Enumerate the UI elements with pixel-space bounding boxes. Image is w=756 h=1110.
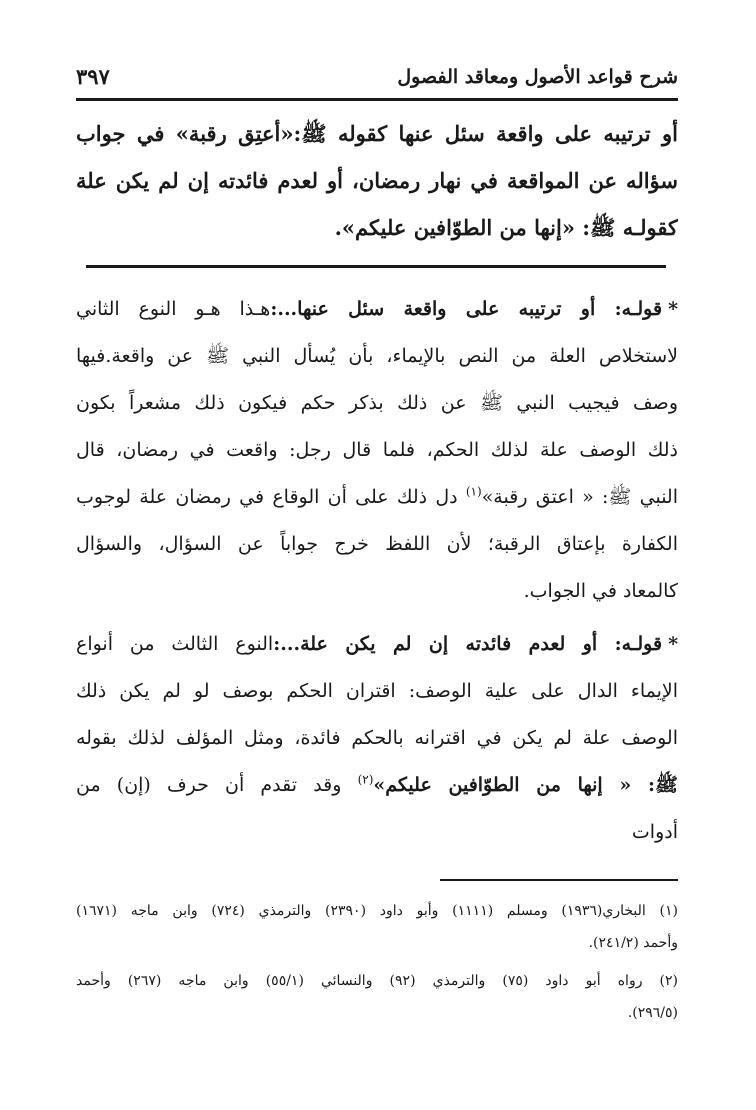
commentary-line: الكفارة بإعتاق الرقبة؛ لأن اللفظ خرج جواباً عن السؤال، والسؤال <box>76 533 678 555</box>
asterisk-marker: * <box>668 298 678 320</box>
book-title: شرح قواعد الأصول ومعاقد الفصول <box>397 66 678 88</box>
footnote-rule <box>440 879 678 881</box>
commentary-text: وقد تقدم أن حرف (إن) من <box>76 774 358 796</box>
quoted-lemma: قولـه: أو ترتيبه على واقعة سئل عنها...: <box>270 298 663 320</box>
matn-line: سؤاله عن المواقعة في نهار رمضان، أو لعدم فائدته إن لم يكن علة <box>76 168 678 193</box>
footnote-2-cont: (٢٩٦/٥). <box>627 1005 678 1021</box>
running-header <box>76 58 678 101</box>
hadith-quote: النبي ﷺ: « اعتق رقبة» <box>481 486 678 508</box>
commentary-line: وصف فيجيب النبي ﷺ عن ذلك بذكر حكم فيكون ذلك مشعراً بكون <box>76 392 678 414</box>
footnotes-block <box>76 895 678 1029</box>
quoted-lemma: قولـه: أو لعدم فائدته إن لم يكن علة...: <box>273 633 663 655</box>
hadith-quote: ﷺ: « إنها من الطوّافين عليكم» <box>373 774 678 796</box>
commentary-line <box>76 762 678 809</box>
commentary-line: الوصف علة لم يكن في اقترانه بالحكم فائدة، ومثل المؤلف لذلك بقوله <box>76 727 678 749</box>
commentary-line: كالمعاد في الجواب. <box>523 580 678 602</box>
commentary-block <box>76 286 678 862</box>
commentary-line: الإيماء الدال على علية الوصف: اقتران الحكم بوصف لو لم يكن ذلك <box>76 680 678 702</box>
footnote-1-cont: وأحمد (٢٤١/٢). <box>588 935 678 951</box>
footnote-ref-1: (١) <box>465 484 482 499</box>
matn-line: كقولـه ﷺ: «إنها من الطوّافين عليكم». <box>334 215 678 240</box>
commentary-line: ذلك الوصف علة لذلك الحكم، فلما قال رجل: واقعت في رمضان، قال <box>76 439 678 461</box>
commentary-line <box>76 474 678 521</box>
footnote-1: (١) البخاري(١٩٣٦) ومسلم (١١١١) وأبو داود (٢٣٩٠) والترمذي (٧٢٤) وابن ماجه (١٦٧١) <box>76 903 678 919</box>
matn-separator <box>86 265 666 268</box>
footnote-2: (٢) رواه أبو داود (٧٥) والترمذي (٩٢) والنسائي (٥٥/١) وابن ماجه (٢٦٧) وأحمد <box>76 973 678 989</box>
commentary-line <box>76 621 678 668</box>
commentary-line <box>76 286 678 333</box>
footnote-ref-2: (٢) <box>357 772 374 787</box>
matn-line: أو ترتيبه على واقعة سئل عنها كقوله ﷺ:«أعتِق رقبة» في جواب <box>76 121 678 146</box>
matn-text-block <box>76 110 678 251</box>
commentary-paragraph <box>76 621 678 856</box>
page-number: ٣٩٧ <box>76 64 110 89</box>
commentary-paragraph <box>76 286 678 615</box>
commentary-text: النوع الثالث من أنواع <box>76 633 274 655</box>
commentary-line: لاستخلاص العلة من النص بالإيماء، بأن يُسأل النبي ﷺ عن واقعة.فيها <box>76 345 678 367</box>
asterisk-marker: * <box>668 633 678 655</box>
commentary-text: دل ذلك على أن الوقاع في رمضان علة لوجوب <box>76 486 466 508</box>
commentary-line: أدوات <box>631 821 678 843</box>
commentary-text: هـذا هـو النوع الثاني <box>76 298 271 320</box>
